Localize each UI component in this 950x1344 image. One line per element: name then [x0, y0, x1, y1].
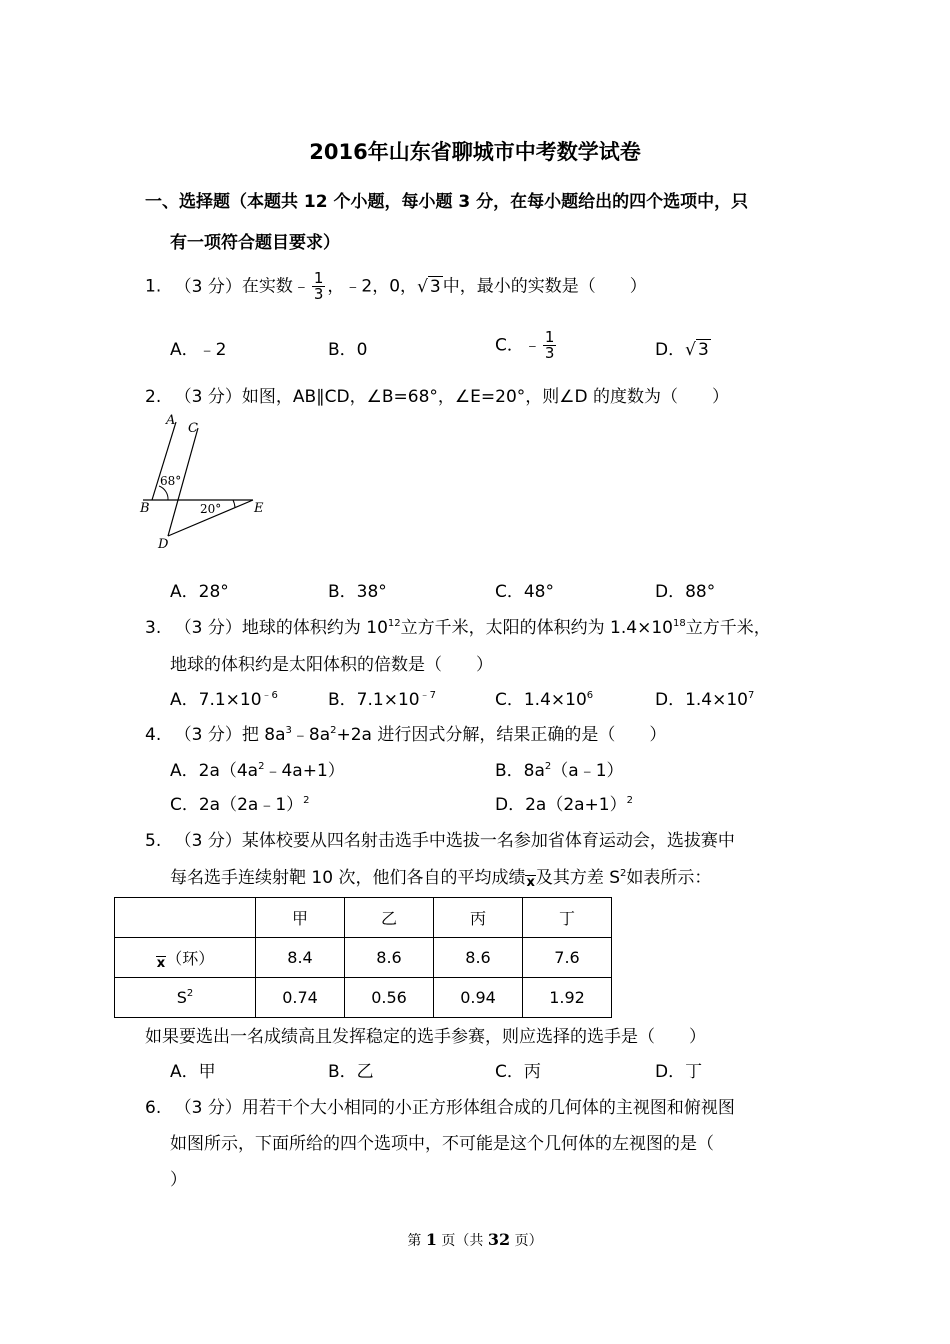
label-c: C — [188, 421, 198, 436]
q5-followup: 如果要选出一名成绩高且发挥稳定的选手参赛，则应选择的选手是（ ） — [145, 1027, 706, 1047]
q5-line-2: 每名选手连续射靶 10 次，他们各自的平均成绩x及其方差 $S^2$如表所示： — [170, 868, 712, 890]
q1-score: （3 分） — [174, 276, 242, 297]
x-bar-symbol: x — [526, 875, 535, 890]
label-a: A — [166, 413, 176, 428]
table-row: $S^2$ 0.74 0.56 0.94 1.92 — [115, 978, 612, 1018]
question-4: 4. （3 分）把 $8a^3﹣8a^2+2a$ 进行因式分解，结果正确的是（ ） — [145, 725, 667, 745]
q6-line-2: 如图所示，下面所给的四个选项中，不可能是这个几何体的左视图的是（ — [170, 1134, 714, 1154]
q3-option-d: D．$1.4\times 10^7$ — [655, 690, 755, 710]
angle-b-arc — [159, 486, 168, 500]
q5-option-a: A．甲 — [170, 1062, 216, 1082]
q4-option-d: D．$2a(2a+1)^2$ — [495, 795, 633, 815]
page-title: 2016年山东省聊城市中考数学试卷 — [309, 140, 641, 164]
question-3: 3. （3 分）地球的体积约为 $10^{12}$立方千米，太阳的体积约为 $1.4\times 10^{18}$立方千米， — [145, 618, 771, 638]
line-ab — [152, 422, 176, 500]
question-2: 2. （3 分）如图，AB∥CD，∠B=68°，∠E=20°，则∠D 的度数为（ ） — [145, 387, 729, 407]
angle-e-arc — [233, 500, 235, 508]
q1-fraction: $\frac{1}{3}$ — [313, 269, 324, 303]
page-footer: 第 1 页（共 32 页） — [407, 1230, 543, 1249]
table-header-row: 甲 乙 丙 丁 — [115, 898, 612, 938]
q2-figure — [138, 412, 273, 552]
q1-number: 1. — [145, 276, 162, 297]
q2-option-c: C．48° — [495, 582, 555, 602]
q1-stem-c: 中，最小的实数是（ ） — [442, 276, 647, 297]
q2-option-b: B．38° — [328, 582, 387, 602]
q1-sqrt: √ 3 — [417, 276, 441, 297]
q1-stem: 在实数﹣ — [241, 276, 310, 297]
q1-option-b: B．0 — [328, 340, 368, 360]
q5-table — [114, 897, 612, 1018]
q1-stem-b: ，﹣2，0， — [327, 276, 418, 297]
q1-option-c: C．﹣ $\frac{1}{3}$ — [495, 328, 555, 362]
page-number: 1 — [425, 1230, 437, 1249]
label-d: D — [158, 537, 169, 552]
q5-option-d: D．丁 — [655, 1062, 703, 1082]
section-heading-cont: 有一项符合题目要求） — [170, 233, 340, 253]
q4-option-a: A．$2a(4a^2﹣4a+1)$ — [170, 761, 345, 781]
q1-option-d: D．√ 3 — [655, 340, 709, 360]
table-row: x（环） 8.4 8.6 8.6 7.6 — [115, 938, 612, 978]
angle-b-label: 68° — [160, 474, 182, 488]
angle-e-label: 20° — [200, 502, 222, 516]
label-e: E — [254, 501, 264, 516]
q5-option-b: B．乙 — [328, 1062, 374, 1082]
q3-option-c: C．$1.4\times 10^6$ — [495, 690, 594, 710]
q5-option-c: C．丙 — [495, 1062, 541, 1082]
q3-line-2: 地球的体积约是太阳体积的倍数是（ ） — [170, 655, 493, 675]
q4-option-c: C．2a（2a﹣1）$^2$ — [170, 795, 310, 815]
label-b: B — [140, 501, 150, 516]
section-heading: 一、选择题（本题共 12 个小题，每小题 3 分，在每小题给出的四个选项中，只 — [145, 192, 749, 212]
q6-line-3: ） — [170, 1170, 187, 1190]
question-1 — [145, 271, 647, 302]
page-total: 32 — [487, 1230, 511, 1249]
question-5: 5. （3 分）某体校要从四名射击选手中选拔一名参加省体育运动会，选拔赛中 — [145, 831, 735, 851]
q3-option-b: B．$7.1\times 10^{﹣7}$ — [328, 690, 436, 710]
q1-option-a: A．﹣2 — [170, 340, 227, 360]
question-6: 6. （3 分）用若干个大小相同的小正方形体组合成的几何体的主视图和俯视图 — [145, 1098, 735, 1118]
q3-option-a: A．$7.1\times 10^{﹣6}$ — [170, 690, 278, 710]
q2-option-d: D．88° — [655, 582, 716, 602]
q4-option-b: B．$8a^2(a﹣1)$ — [495, 761, 624, 781]
q2-option-a: A．28° — [170, 582, 229, 602]
